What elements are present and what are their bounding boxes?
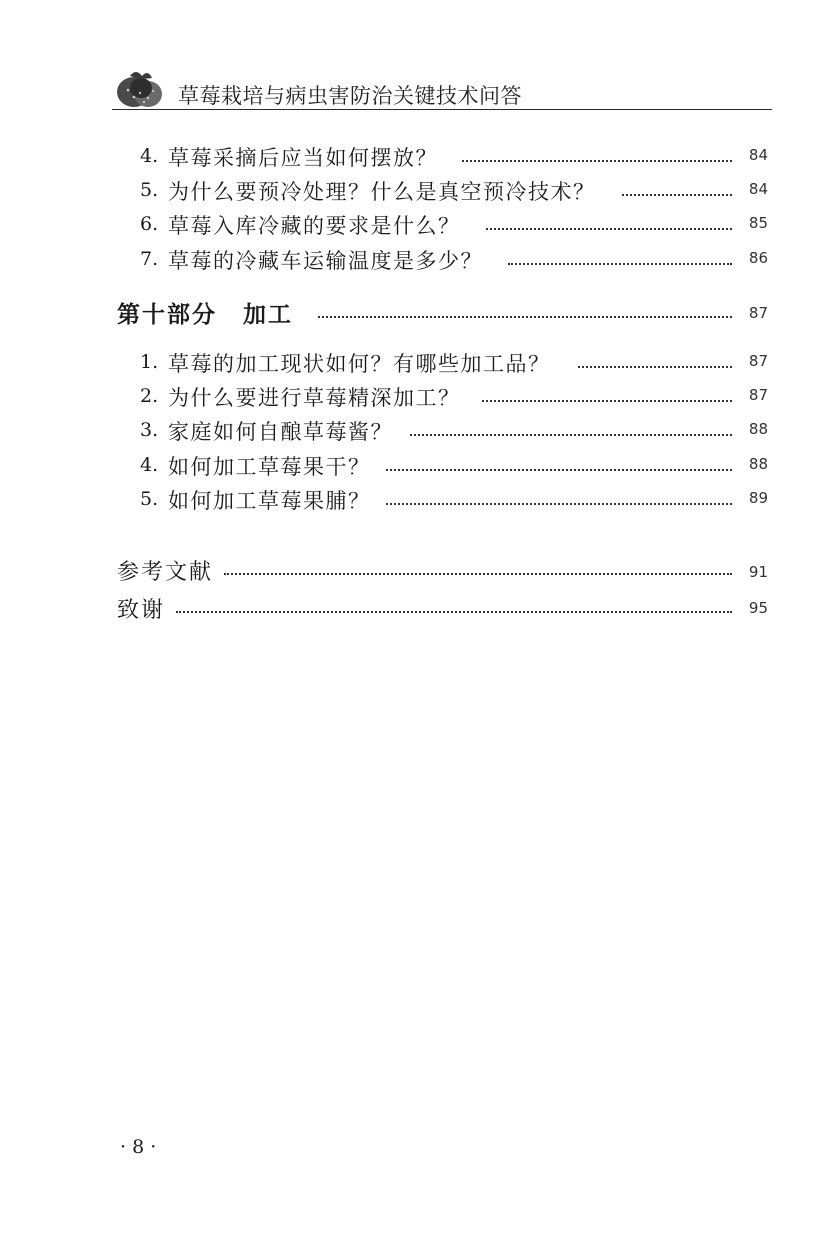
- toc-entry-page: 84: [748, 180, 768, 198]
- toc-entry-title: 为什么要进行草莓精深加工？: [168, 386, 461, 410]
- dot-leader: [462, 146, 732, 162]
- toc-entry-title: 为什么要预冷处理？什么是真空预冷技术？: [168, 180, 596, 204]
- dot-leader: [410, 420, 732, 436]
- toc-entry-page: 87: [748, 386, 768, 404]
- section-heading: [117, 296, 293, 329]
- toc-entry-page: 89: [748, 489, 768, 507]
- dot-leader: [386, 455, 732, 471]
- toc-entry[interactable]: [0, 176, 815, 210]
- toc-entry-number: 3.: [140, 419, 159, 441]
- toc-entry-page: 86: [748, 249, 768, 267]
- references-page: 91: [748, 563, 768, 581]
- toc-entry-number: 2.: [140, 385, 159, 407]
- toc-entry[interactable]: [0, 485, 815, 519]
- toc-entry-page: 87: [748, 352, 768, 370]
- acknowledgements-title: 致谢: [117, 598, 166, 623]
- toc-entry[interactable]: [0, 416, 815, 450]
- running-header-title: 草莓栽培与病虫害防治关键技术问答: [178, 84, 522, 108]
- toc-entry[interactable]: [0, 348, 815, 382]
- toc-entry-page: 88: [748, 420, 768, 438]
- acknowledgements-page: 95: [748, 599, 768, 617]
- toc-entry-number: 6.: [140, 213, 159, 235]
- toc-entry-title: 草莓的加工现状如何？有哪些加工品？: [168, 352, 551, 376]
- toc-entry-title: 家庭如何自酿草莓酱？: [168, 420, 393, 444]
- running-header: [112, 62, 772, 112]
- references-title: 参考文献: [117, 560, 214, 585]
- toc-entry[interactable]: [0, 142, 815, 176]
- acknowledgements-entry[interactable]: [0, 593, 815, 627]
- strawberry-icon: [112, 66, 168, 110]
- toc-entry-page: 84: [748, 146, 768, 164]
- toc-entry-number: 1.: [140, 351, 159, 373]
- toc-entry[interactable]: [0, 451, 815, 485]
- toc-entry[interactable]: [0, 210, 815, 244]
- dot-leader: [622, 180, 732, 196]
- toc-entry-title: 草莓的冷藏车运输温度是多少？: [168, 249, 483, 273]
- dot-leader: [578, 352, 732, 368]
- section-part-label: 第十部分: [117, 302, 217, 328]
- dot-leader: [224, 559, 732, 575]
- toc-entry-title: 如何加工草莓果脯？: [168, 489, 371, 513]
- section-heading-entry[interactable]: [0, 296, 815, 330]
- dot-leader: [318, 302, 732, 318]
- toc-entry-title: 如何加工草莓果干？: [168, 455, 371, 479]
- toc-entry-title: 草莓入库冷藏的要求是什么？: [168, 214, 461, 238]
- toc-entry[interactable]: [0, 245, 815, 279]
- toc-entry-number: 5.: [140, 179, 159, 201]
- page-number: · 8 ·: [120, 1136, 157, 1158]
- references-entry[interactable]: [0, 555, 815, 589]
- dot-leader: [482, 386, 732, 402]
- toc-entry-number: 5.: [140, 488, 159, 510]
- toc-entry-page: 85: [748, 214, 768, 232]
- dot-leader: [508, 249, 732, 265]
- toc-entry[interactable]: [0, 382, 815, 416]
- section-name: 加工: [243, 302, 293, 328]
- dot-leader: [176, 597, 732, 613]
- dot-leader: [486, 214, 732, 230]
- section-heading-page: 87: [748, 304, 768, 322]
- toc-entry-title: 草莓采摘后应当如何摆放？: [168, 146, 438, 170]
- header-rule: [112, 109, 772, 110]
- toc-entry-page: 88: [748, 455, 768, 473]
- toc-entry-number: 7.: [140, 248, 159, 270]
- toc-entry-number: 4.: [140, 145, 159, 167]
- toc-entry-number: 4.: [140, 454, 159, 476]
- dot-leader: [386, 489, 732, 505]
